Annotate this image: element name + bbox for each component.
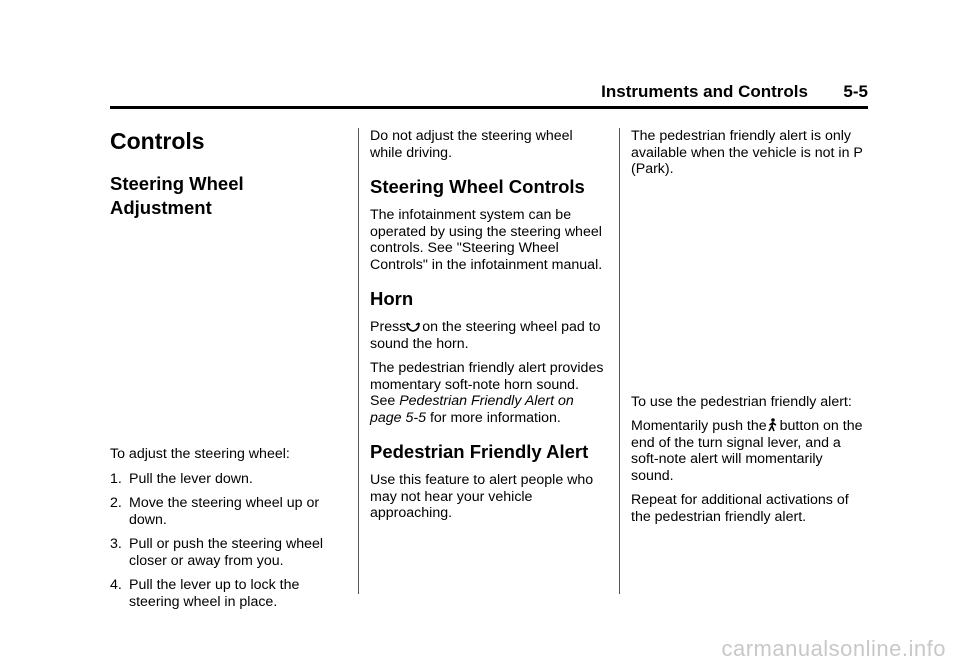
column-divider (358, 128, 359, 594)
horn-icon (406, 321, 420, 333)
section-title: Controls (110, 128, 205, 154)
list-item: 1. Pull the lever down. (110, 470, 253, 487)
page-header (110, 80, 868, 109)
paragraph: Repeat for additional activations of the pedestrian friendly alert. (631, 492, 849, 525)
chapter-title: Instruments and Controls (601, 82, 808, 101)
pedestrian-icon (767, 418, 778, 432)
watermark: carmanualsonline.info (721, 636, 946, 661)
column-2 (370, 128, 606, 530)
subsection-title: Horn (370, 288, 414, 309)
paragraph: Momentarily push the button on the end of the turn signal lever, and a soft-note alert will momentarily sound. (631, 418, 863, 484)
paragraph: The pedestrian friendly alert is only available when the vehicle is not in P (Park). (631, 128, 863, 177)
paragraph: Do not adjust the steering wheel while driving. (370, 128, 573, 161)
column-3 (631, 128, 867, 533)
list-item: 4. Pull the lever up to lock the steering wheel in place. (110, 577, 300, 610)
subsection-title: Pedestrian Friendly Alert (370, 441, 589, 462)
cross-reference: Pedestrian Friendly Alert on page 5-5 (370, 393, 574, 426)
paragraph: Press on the steering wheel pad to sound the horn. (370, 319, 601, 352)
subsection-title: Steering Wheel Adjustment (110, 173, 244, 218)
paragraph: Use this feature to alert people who may not hear your vehicle approaching. (370, 472, 594, 521)
list-item: 3. Pull or push the steering wheel closer or away from you. (110, 536, 324, 569)
illustration-space (631, 186, 867, 394)
paragraph: To adjust the steering wheel: (110, 446, 290, 462)
column-divider (619, 128, 620, 594)
list-item: 2. Move the steering wheel up or down. (110, 495, 320, 528)
illustration-space (110, 228, 342, 446)
page-number: 5-5 (843, 82, 868, 101)
paragraph: To use the pedestrian friendly alert: (631, 393, 852, 410)
paragraph: The infotainment system can be operated by using the steering wheel controls. See "Steering Wheel Controls" in the infotainment manual. (370, 207, 603, 273)
step-list (110, 471, 342, 611)
paragraph: The pedestrian friendly alert provides momentary soft-note horn sound. See Pedestrian Friendly Alert on page 5-5 for more information. (370, 360, 604, 426)
column-1 (110, 128, 342, 618)
subsection-title: Steering Wheel Controls (370, 176, 585, 197)
